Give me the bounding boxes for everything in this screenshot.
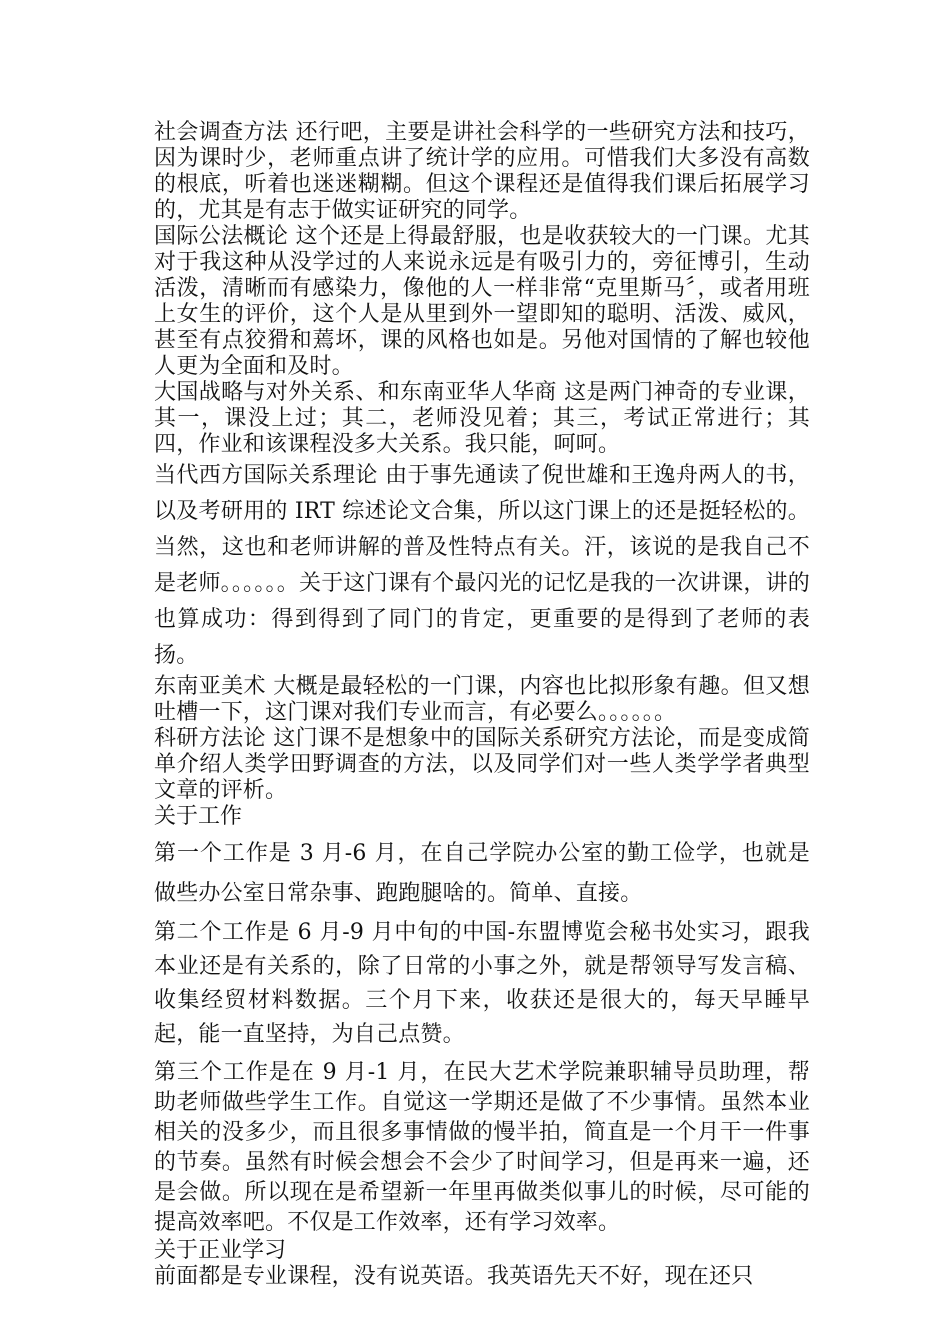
paragraph-work-second: 第二个工作是 6 月-9 月中旬的中国-东盟博览会秘书处实习，跟我本业还是有关系的，除了日常的小事之外，就是帮领导写发言稿、收集经贸材料数据。三个月下来，收获还是很大的，每天早睡早起，能一直坚持，为自己点赞。 (154, 920, 810, 1047)
paragraph-social-survey: 社会调查方法 还行吧，主要是讲社会科学的一些研究方法和技巧，因为课时少，老师重点讲了统计学的应用。可惜我们大多没有高数的根底，听着也迷迷糊糊。但这个课程还是值得我们课后拓展学习的，尤其是有志于做实证研究的同学。 (154, 120, 810, 223)
section-heading-study: 关于正业学习 (154, 1238, 287, 1263)
document-page (144, 120, 810, 1290)
paragraph-study-first: 前面都是专业课程，没有说英语。我英语先天不好，现在还只 (154, 1264, 754, 1289)
paragraph-research-methods: 科研方法论 这门课不是想象中的国际关系研究方法论，而是变成简单介绍人类学田野调查的方法，以及同学们对一些人类学学者典型文章的评析。 (154, 726, 810, 803)
paragraph-western-ir-theory: 当代西方国际关系理论 由于事先通读了倪世雄和王逸舟两人的书，以及考研用的 IRT 综述论文合集，所以这门课上的还是挺轻松的。当然，这也和老师讲解的普及性特点有关。汗，该说的是我自己不是老师。。。。。。关于这门课有个最闪光的记忆是我的一次讲课，讲的也算成功：得到得到了同门的肯定，更重要的是得到了老师的表扬。 (154, 463, 810, 668)
paragraph-work-first: 第一个工作是 3 月-6 月，在自己学院办公室的勤工俭学，也就是做些办公室日常杂事、跑跑腿啥的。简单、直接。 (154, 841, 810, 906)
paragraph-international-law: 国际公法概论 这个还是上得最舒服，也是收获较大的一门课。尤其对于我这种从没学过的人来说永远是有吸引力的，旁征博引，生动活泼，清晰而有感染力，像他的人一样非常“克里斯马〞，或者用班上女生的评价，这个人是从里到外一望即知的聪明、活泼、威风，甚至有点狡猾和蔫坏，课的风格也如是。另他对国情的了解也较他人更为全面和及时。 (154, 224, 810, 379)
paragraph-strategy-courses: 大国战略与对外关系、和东南亚华人华商 这是两门神奇的专业课，其一，课没上过；其二，老师没见着；其三，考试正常进行；其四，作业和该课程没多大关系。我只能，呵呵。 (154, 380, 810, 457)
section-heading-work: 关于工作 (154, 804, 243, 829)
paragraph-work-third: 第三个工作是在 9 月-1 月，在民大艺术学院兼职辅导员助理，帮助老师做些学生工作。自觉这一学期还是做了不少事情。虽然本业相关的没多少，而且很多事情做的慢半拍，简直是一个月干一件事的节奏。虽然有时候会想会不会少了时间学习，但是再来一遍，还是会做。所以现在是希望新一年里再做类似事儿的时候，尽可能的提高效率吧。不仅是工作效率，还有学习效率。 (154, 1060, 810, 1235)
paragraph-southeast-asian-art: 东南亚美术 大概是最轻松的一门课，内容也比拟形象有趣。但又想吐槽一下，这门课对我们专业而言，有必要么。。。。。。 (154, 674, 810, 725)
